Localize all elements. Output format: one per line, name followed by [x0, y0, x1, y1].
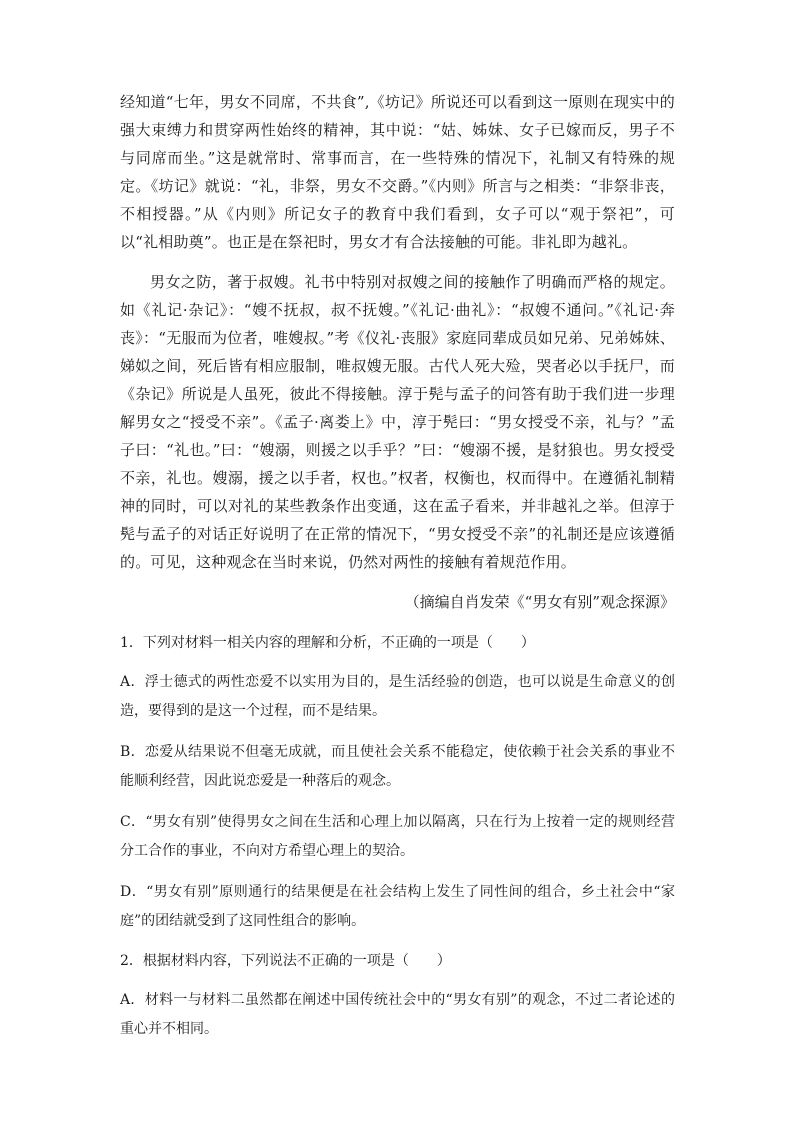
question-1-option-d: D．“男女有别”原则通行的结果便是在社会结构上发生了同性间的组合，乡土社会中“家庭”的团结就受到了这同性组合的影响。	[120, 884, 675, 929]
question-1-option-b: B．恋爱从结果说不但毫无成就，而且使社会关系不能稳定，使依赖于社会关系的事业不能顺利经营，因此说恋爱是一种落后的观念。	[120, 744, 675, 789]
source-citation: （摘编自肖发荣《“男女有别”观念探源》	[404, 593, 675, 611]
passage-paragraph-1: 经知道“七年，男女不同席，不共食”,《坊记》所说还可以看到这一原则在现实中的强大束缚力和贯穿两性始终的精神，其中说：“姑、姊妹、女子已嫁而反，男子不与同席而坐。”这是就常时、常事而言，在一些特殊的情况下，礼制又有特殊的规定。《坊记》就说：“礼，非祭，男女不交爵。”《内则》所言与之相类：“非祭非丧，不相授器。”从《内则》所记女子的教育中我们看到，女子可以“观于祭祀”，可以“礼相助奠”。也正是在祭祀时，男女才有合法接触的可能。非礼即为越礼。	[120, 93, 675, 251]
question-1-stem: 1．下列对材料一相关内容的理解和分析，不正确的一项是（ ）	[120, 635, 535, 651]
question-2-option-a: A．材料一与材料二虽然都在阐述中国传统社会中的“男女有别”的观念，不过二者论述的重心并不相同。	[120, 992, 675, 1037]
document-page	[120, 88, 675, 1044]
passage-paragraph-2: 男女之防，著于叔嫂。礼书中特别对叔嫂之间的接触作了明确而严格的规定。如《礼记·杂记》：“嫂不抚叔，叔不抚嫂。”《礼记·曲礼》：“叔嫂不通问。”《礼记·奔丧》：“无服而为位者，唯嫂叔。”考《仪礼·丧服》家庭同辈成员如兄弟、兄弟姊妹、娣姒之间，死后皆有相应服制，唯叔嫂无服。古代人死大殓，哭者必以手抚尸，而《杂记》所说是人虽死，彼此不得接触。淳于髡与孟子的问答有助于我们进一步理解男女之“授受不亲”。《孟子·离娄上》中，淳于髡曰：“男女授受不亲，礼与？”孟子曰：“礼也。”曰：“嫂溺，则援之以手乎？”曰：“嫂溺不援，是豺狼也。男女授受不亲，礼也。嫂溺，援之以手者，权也。”权者，权衡也，权而得中。在遵循礼制精神的同时，可以对礼的某些教条作出变通，这在孟子看来，并非越礼之举。但淳于髡与孟子的对话正好说明了在正常的情况下，“男女授受不亲”的礼制还是应该遵循的。可见，这种观念在当时来说，仍然对两性的接触有着规范作用。	[120, 273, 675, 571]
question-2-stem: 2．根据材料内容，下列说法不正确的一项是（ ）	[120, 953, 451, 969]
question-1-option-a: A．浮士德式的两性恋爱不以实用为目的，是生活经验的创造，也可以说是生命意义的创造，要得到的是这一个过程，而不是结果。	[120, 674, 675, 719]
question-1-option-c: C．“男女有别”使得男女之间在生活和心理上加以隔离，只在行为上按着一定的规则经营分工合作的事业，不向对方希望心理上的契洽。	[120, 814, 675, 859]
